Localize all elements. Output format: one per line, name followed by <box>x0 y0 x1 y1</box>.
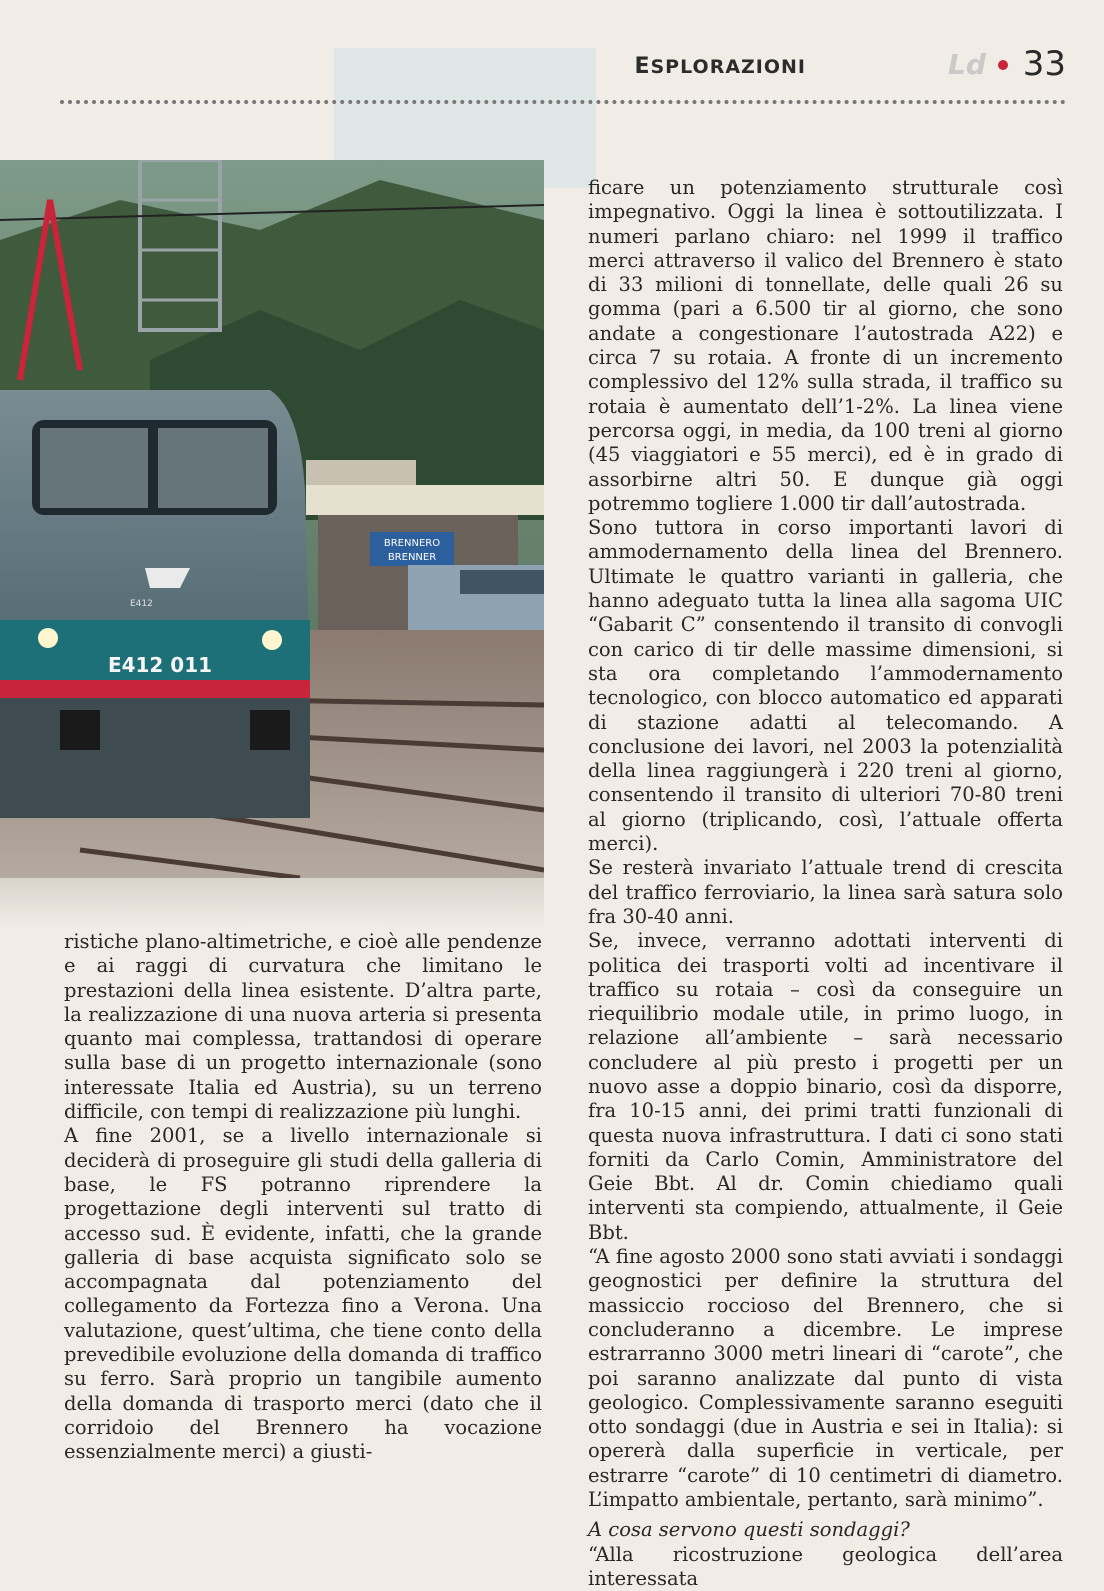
svg-text:BRENNER: BRENNER <box>387 552 437 563</box>
paragraph: Se, invece, verranno adottati interventi di politica dei trasporti volti ad incentivare il traffico su rotaia – così da conseguire un riequilibrio modale utile, in primo luogo, in relazione all’ambiente – sarà necessario concludere al più presto i progetti per un nuovo asse a doppio binario, così da disporre, fra 10-15 anni, dei primi tratti funzionali di questa nuova infrastruttura. I dati ci sono stati forniti da Carlo Comin, Amministratore del Geie Bbt. Al dr. Comin chiediamo quali interventi sta compiendo, attualmente, il Geie Bbt. <box>588 929 1063 1244</box>
svg-text:E412: E412 <box>130 599 153 609</box>
article-column-left <box>64 930 542 1465</box>
svg-text:E412 011: E412 011 <box>107 653 213 677</box>
section-label: ESPLORAZIONI <box>634 54 806 79</box>
header-dotted-rule <box>60 100 1066 104</box>
page-header <box>60 40 1066 100</box>
article-column-right <box>588 176 1063 1591</box>
page-number: 33 <box>1022 44 1066 84</box>
photo-bottom-fade <box>0 878 544 928</box>
paragraph: ristiche plano-altimetriche, e cioè alle pendenze e ai raggi di curvatura che limitano le prestazioni della linea esistente. D’altra parte, la realizzazione di una nuova arteria si presenta quanto mai complessa, trattandosi di operare sulla base di un progetto internazionale (sono interessate Italia ed Austria), su un terreno difficile, con tempi di realizzazione più lunghi. <box>64 930 542 1124</box>
magazine-logo: Ld <box>948 48 986 81</box>
paragraph: Sono tuttora in corso importanti lavori di ammodernamento della linea del Brennero. Ultimate le quattro varianti in galleria, che hanno adeguato tutta la linea alla sagoma UIC “Gabarit C” consentendo il transito di convogli con carico di tir delle massime dimensioni, si sta ora completando l’ammodernamento tecnologico, con blocco automatico ed apparati di stazione adatti al telecomando. A conclusione dei lavori, nel 2003 la potenzialità della linea raggiungerà i 220 treni al giorno, consentendo il transito di ulteriori 70-80 treni al giorno (triplicando, così, l’attuale offerta merci). <box>588 516 1063 856</box>
paragraph: Se resterà invariato l’attuale trend di crescita del traffico ferroviario, la linea sarà satura solo fra 30-40 anni. <box>588 856 1063 928</box>
paragraph: “A fine agosto 2000 sono stati avviati i sondaggi geognostici per definire la struttura del massiccio roccioso del Brennero, che si concluderanno a dicembre. Le imprese estrarranno 3000 metri lineari di “carote”, che poi saranno analizzate dal punto di vista geologico. Complessivamente saranno eseguiti otto sondaggi (due in Austria e sei in Italia): si opererà dalla superficie in verticale, per estrarre “carote” di 10 centimetri di diametro. L’impatto ambientale, pertanto, sarà minimo”. <box>588 1245 1063 1512</box>
interview-answer: “Alla ricostruzione geologica dell’area interessata <box>588 1542 1063 1590</box>
train-photo <box>0 160 544 878</box>
station-sign <box>370 532 454 566</box>
locomotive <box>0 390 310 818</box>
paragraph: ficare un potenziamento strutturale così impegnativo. Oggi la linea è sottoutilizzata. I numeri parlano chiaro: nel 1999 il traffico merci attraverso il valico del Brennero è stato di 33 milioni di tonnellate, delle quali 26 su gomma (pari a 6.500 tir al giorno, che sono andate a congestionare l’autostrada A22) e circa 7 su rotaia. A fronte di un incremento complessivo del 12% sulla strada, il traffico su rotaia è aumentato dell’1-2%. La linea viene percorsa oggi, in media, da 100 treni al giorno (45 viaggiatori e 55 merci), ed è in grado di assorbirne altri 50. E dunque già oggi potremmo togliere 1.000 tir dall’autostrada. <box>588 176 1063 515</box>
paragraph: A fine 2001, se a livello internazionale si deciderà di proseguire gli studi della galleria di base, le FS potranno riprendere la progettazione degli interventi sul tratto di accesso sud. È evidente, infatti, che la grande galleria di base acquista significato solo se accompagnata dal potenziamento del collegamento da Fortezza fino a Verona. Una valutazione, quest’ultima, che tiene conto della prevedibile evoluzione della domanda di traffico su ferro. Sarà proprio un tangibile aumento della domanda di trasporto merci (dato che il corridoio del Brennero ha vocazione essenzialmente merci) a giusti- <box>64 1124 542 1464</box>
bullet-dot-icon <box>998 60 1008 70</box>
interview-question: A cosa servono questi sondaggi? <box>588 1518 910 1542</box>
svg-text:BRENNERO: BRENNERO <box>383 538 441 549</box>
